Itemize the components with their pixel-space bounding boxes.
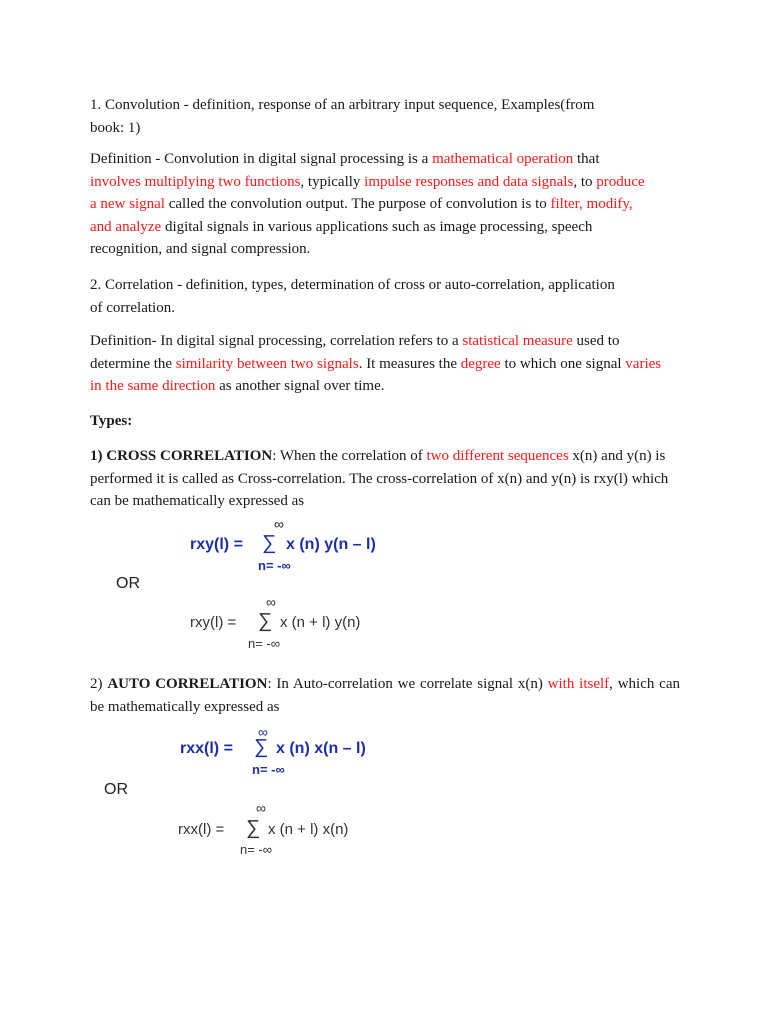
section1-heading: 1. Convolution - definition, response of an arbitrary input sequence, Examples(from book: 1) [90,97,595,136]
correlation-definition: Definition- In digital signal processing, correlation refers to a statistical measure used to determine the similarity between two signals. It measures the degree to which one signal varies in the same direction as another signal over time. [90,333,662,394]
or-label-2: OR [104,781,128,798]
or-label-1: OR [116,575,140,592]
convolution-definition: Definition - Convolution in digital signal processing is a mathematical operation that involves multiplying two functions, typically impulse responses and data signals, to produce a new signal called the convolution output. The purpose of convolution is to filter, modify, and analyze digital signals in various applications such as image processing, speech recognition, and signal compression. [90,151,645,257]
auto-correlation-title: AUTO CORRELATION [107,676,268,692]
types-label: Types: [90,413,133,429]
auto-correlation-text: 2) AUTO CORRELATION: In Auto-correlation we correlate signal x(n) with itself, which can be mathematically expressed as [90,676,680,715]
section2-heading: 2. Correlation - definition, types, determination of cross or auto-correlation, application of correlation. [90,277,615,316]
cross-correlation-text: 1) CROSS CORRELATION: When the correlation of two different sequences x(n) and y(n) is performed it is called as Cross-correlation. The cross-correlation of x(n) and y(n) is rxy(l) which can be mathematically expressed as [90,448,669,509]
cross-correlation-title: 1) CROSS CORRELATION [90,448,273,464]
